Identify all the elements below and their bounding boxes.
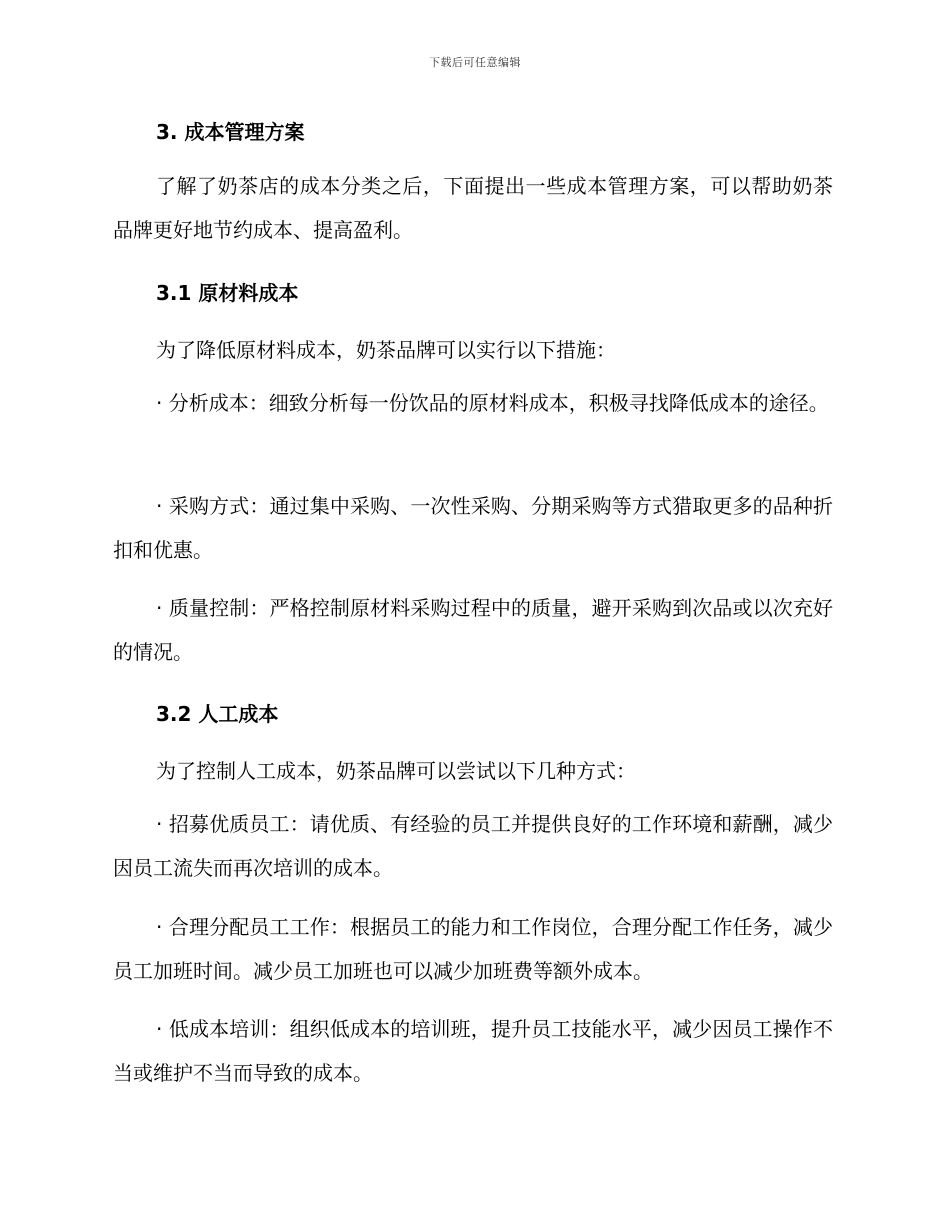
- section-3-heading: 3. 成本管理方案: [156, 120, 305, 144]
- section-3-intro: 了解了奶茶店的成本分类之后，下面提出一些成本管理方案，可以帮助奶茶品牌更好地节约成本、提高盈利。: [113, 174, 833, 242]
- section-3-2-item-allocation: · 合理分配员工工作：根据员工的能力和工作岗位，合理分配工作任务，减少员工加班时间。减少员工加班也可以减少加班费等额外成本。: [113, 915, 833, 983]
- section-3-2-item-training: · 低成本培训：组织低成本的培训班，提升员工技能水平，减少因员工操作不当或维护不当而导致的成本。: [113, 1017, 833, 1085]
- page-header-note: 下载后可任意编辑: [429, 56, 521, 69]
- section-3-2-heading: 3.2 人工成本: [156, 702, 279, 726]
- section-3-2-item-recruit: · 招募优质员工：请优质、有经验的员工并提供良好的工作环境和薪酬，减少因员工流失而再次培训的成本。: [113, 812, 833, 880]
- section-3-1-item-purchasing: · 采购方式：通过集中采购、一次性采购、分期采购等方式猎取更多的品种折扣和优惠。: [113, 494, 833, 562]
- section-3-1-item-analysis: · 分析成本：细致分析每一份饮品的原材料成本，积极寻找降低成本的途径。: [156, 391, 829, 415]
- section-3-2-intro: 为了控制人工成本，奶茶品牌可以尝试以下几种方式：: [156, 759, 636, 783]
- section-3-1-heading: 3.1 原材料成本: [156, 281, 299, 305]
- section-3-1-item-quality: · 质量控制：严格控制原材料采购过程中的质量，避开采购到次品或以次充好的情况。: [113, 596, 833, 664]
- section-3-1-intro: 为了降低原材料成本，奶茶品牌可以实行以下措施：: [156, 338, 616, 362]
